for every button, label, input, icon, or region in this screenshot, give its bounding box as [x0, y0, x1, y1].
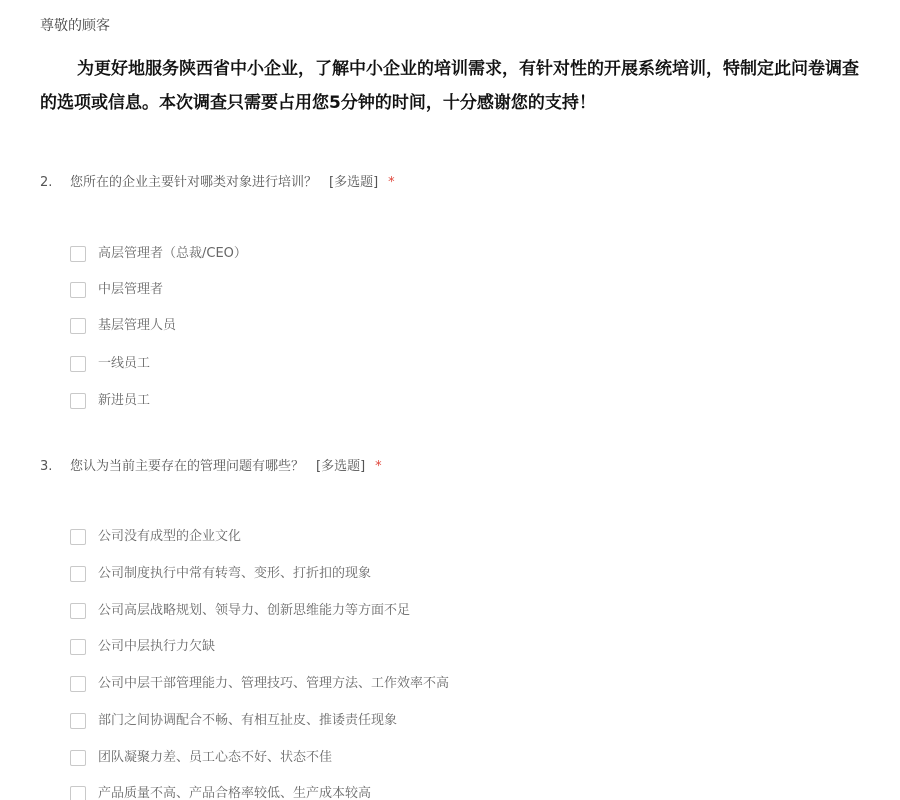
checkbox[interactable]	[70, 676, 86, 692]
q3-option-8[interactable]	[70, 784, 371, 800]
q3-option-3[interactable]	[70, 601, 410, 621]
option-label: 新进员工	[98, 393, 151, 408]
q3-option-7[interactable]	[70, 748, 332, 768]
required-marker: *	[388, 175, 395, 190]
q2-option-4[interactable]	[70, 354, 150, 374]
checkbox[interactable]	[70, 529, 86, 545]
option-label: 团队凝聚力差、员工心态不好、状态不佳	[98, 750, 333, 765]
option-label: 公司高层战略规划、领导力、创新思维能力等方面不足	[98, 603, 411, 618]
q2-option-1[interactable]	[70, 244, 247, 264]
question-text: 您认为当前主要存在的管理问题有哪些？	[70, 459, 305, 474]
checkbox[interactable]	[70, 318, 86, 334]
checkbox[interactable]	[70, 566, 86, 582]
option-label: 公司中层执行力欠缺	[98, 639, 216, 654]
option-label: 产品质量不高、产品合格率较低、生产成本较高	[98, 786, 372, 800]
intro-line-2: 的选项或信息。本次调查只需要占用您5分钟的时间，十分感谢您的支持！	[40, 93, 596, 113]
option-label: 高层管理者（总裁/CEO）	[98, 246, 247, 261]
question-number: 3.	[40, 459, 53, 474]
checkbox[interactable]	[70, 603, 86, 619]
q3-option-6[interactable]	[70, 711, 397, 731]
checkbox[interactable]	[70, 639, 86, 655]
checkbox[interactable]	[70, 282, 86, 298]
q3-option-5[interactable]	[70, 674, 449, 694]
q3-option-2[interactable]	[70, 564, 371, 584]
question-2-title	[40, 174, 395, 192]
q3-option-1[interactable]	[70, 527, 241, 547]
checkbox[interactable]	[70, 750, 86, 766]
q3-option-4[interactable]	[70, 637, 215, 657]
question-number: 2.	[40, 175, 53, 190]
q2-option-5[interactable]	[70, 391, 150, 411]
checkbox[interactable]	[70, 713, 86, 729]
greeting-text: 尊敬的顾客	[40, 18, 110, 34]
checkbox[interactable]	[70, 786, 86, 800]
option-label: 中层管理者	[98, 282, 164, 297]
question-type-badge: [多选题]	[329, 175, 379, 190]
option-label: 部门之间协调配合不畅、有相互扯皮、推诿责任现象	[98, 713, 398, 728]
checkbox[interactable]	[70, 246, 86, 262]
question-type-badge: [多选题]	[316, 459, 366, 474]
option-label: 公司制度执行中常有转弯、变形、打折扣的现象	[98, 566, 372, 581]
required-marker: *	[375, 459, 382, 474]
q2-option-3[interactable]	[70, 316, 176, 336]
q2-option-2[interactable]	[70, 280, 163, 300]
option-label: 公司没有成型的企业文化	[98, 529, 242, 544]
intro-paragraph	[40, 52, 900, 120]
option-label: 基层管理人员	[98, 318, 177, 333]
question-3-title	[40, 458, 382, 476]
option-label: 公司中层干部管理能力、管理技巧、管理方法、工作效率不高	[98, 676, 450, 691]
question-text: 您所在的企业主要针对哪类对象进行培训？	[70, 175, 318, 190]
checkbox[interactable]	[70, 393, 86, 409]
option-label: 一线员工	[98, 356, 151, 371]
checkbox[interactable]	[70, 356, 86, 372]
intro-line-1: 为更好地服务陕西省中小企业，了解中小企业的培训需求，有针对性的开展系统培训，特制定此问卷调查	[77, 59, 859, 79]
